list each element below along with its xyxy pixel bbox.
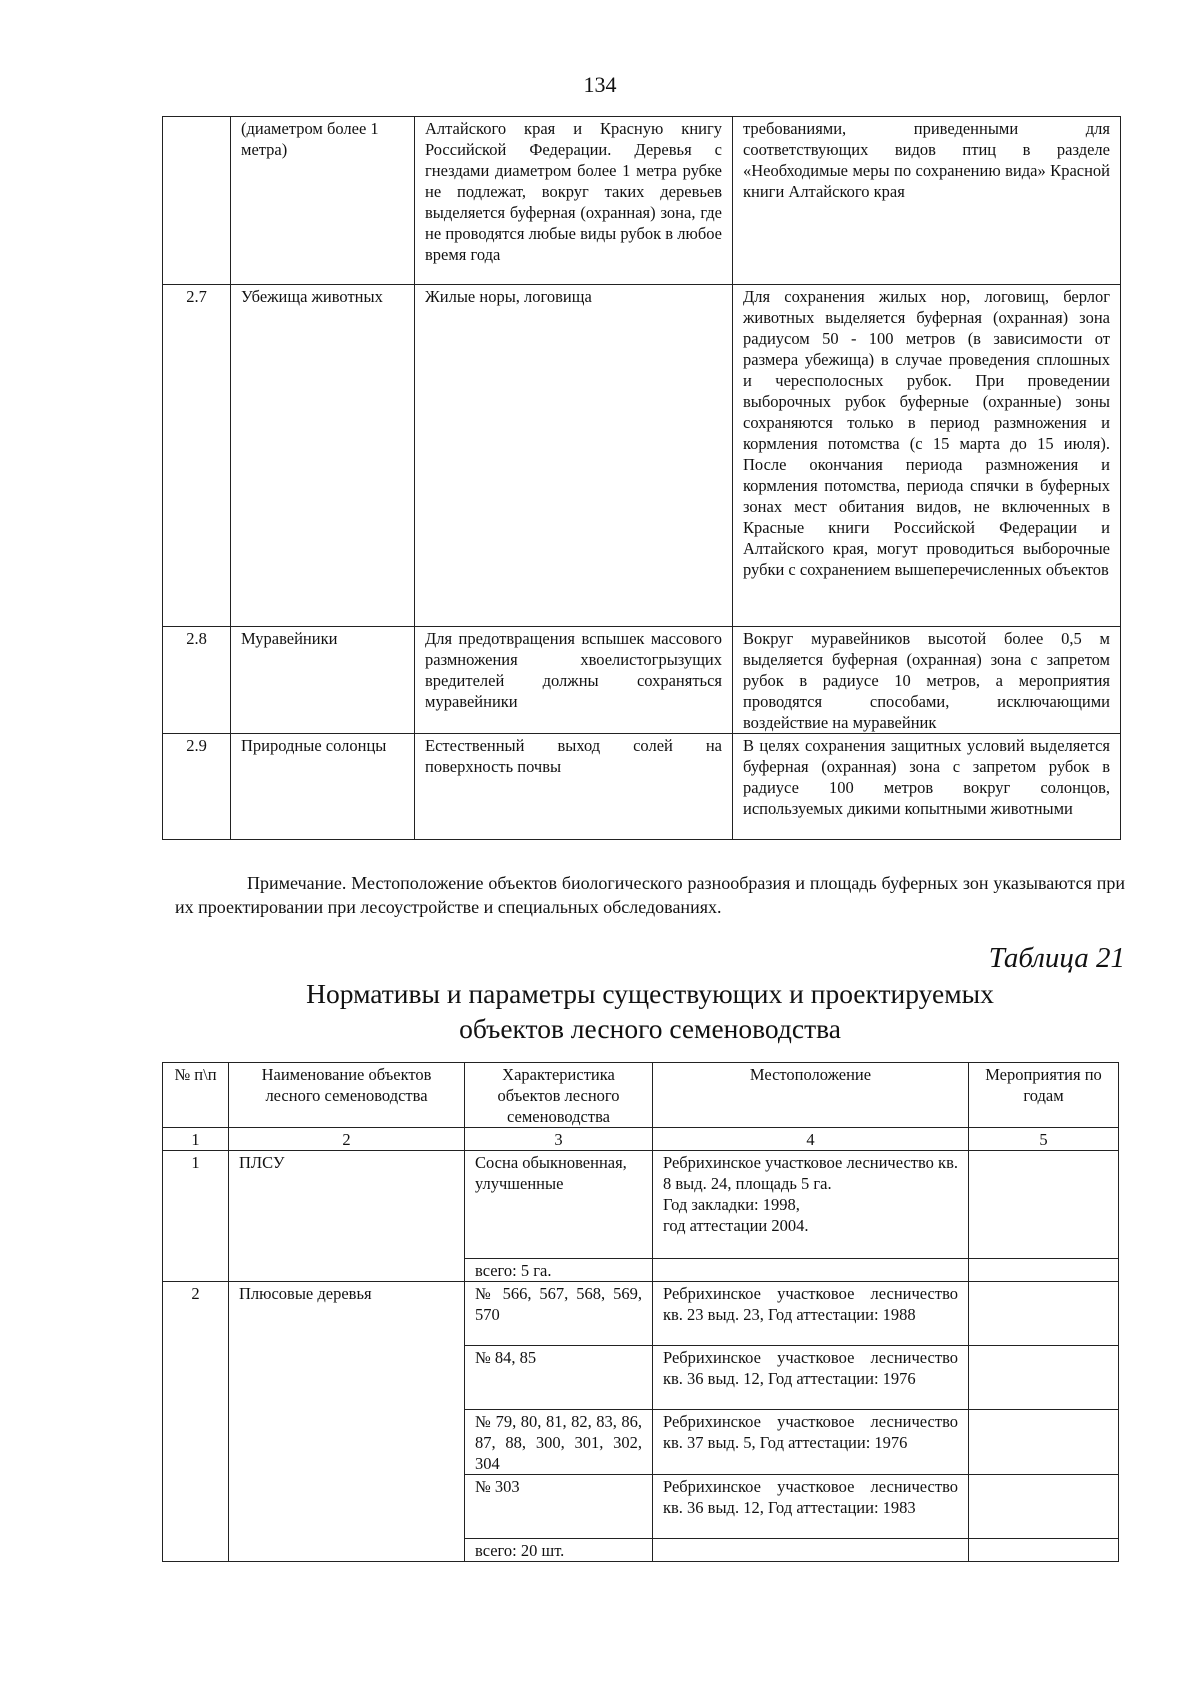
object-name: Убежища животных xyxy=(231,285,415,627)
object-name: Муравейники xyxy=(231,627,415,734)
empty-cell xyxy=(969,1539,1119,1562)
object-name: Плюсовые деревья xyxy=(229,1282,465,1562)
column-header: Наименование объектов лесного семеноводства xyxy=(229,1063,465,1128)
location-text: Ребрихинское участковое лесничество xyxy=(663,1284,958,1303)
object-characteristic: Естественный выход солей на поверхность почвы xyxy=(415,734,733,840)
table-row xyxy=(163,1282,1119,1346)
seed-objects-table xyxy=(162,1062,1119,1562)
location-text: Год закладки: 1998, xyxy=(663,1195,800,1214)
location-text: Ребрихинское участковое лесничество кв. 8 выд. 24, площадь 5 га. xyxy=(663,1153,958,1193)
object-characteristic: № 303 xyxy=(465,1475,653,1539)
empty-cell xyxy=(969,1259,1119,1282)
object-characteristic: № 79, 80, 81, 82, 83, 86, 87, 88, 300, 301, 302, 304 xyxy=(465,1410,653,1475)
column-header: Характеристика объектов лесного семеноводства xyxy=(465,1063,653,1128)
total-value: всего: 20 шт. xyxy=(465,1539,653,1562)
measures-cell xyxy=(969,1282,1119,1346)
object-location xyxy=(653,1151,969,1259)
table-header-row xyxy=(163,1063,1119,1128)
location-text: кв. 37 выд. 5, Год аттестации: 1976 xyxy=(663,1433,908,1452)
location-text: Ребрихинское участковое лесничество xyxy=(663,1477,958,1496)
column-number: 2 xyxy=(229,1128,465,1151)
object-location xyxy=(653,1282,969,1346)
location-text: Ребрихинское участковое лесничество xyxy=(663,1348,958,1367)
table-row xyxy=(163,117,1121,285)
object-name: ПЛСУ xyxy=(229,1151,465,1282)
row-number: 1 xyxy=(163,1151,229,1282)
table-caption: Таблица 21 xyxy=(988,942,1125,974)
empty-cell xyxy=(653,1259,969,1282)
row-number: 2.7 xyxy=(163,285,231,627)
measures-cell xyxy=(969,1346,1119,1410)
measures-cell xyxy=(969,1475,1119,1539)
column-number: 5 xyxy=(969,1128,1119,1151)
table-title-line: Нормативы и параметры существующих и проектируемых xyxy=(306,978,994,1009)
column-number-row xyxy=(163,1128,1119,1151)
total-value: всего: 5 га. xyxy=(465,1259,653,1282)
row-number: 2 xyxy=(163,1282,229,1562)
note-paragraph: Примечание. Местоположение объектов биологического разнообразия и площадь буферных зон указываются при их проектировании при лесоустройстве и специальных обследованиях. xyxy=(175,873,1125,917)
row-number: 2.8 xyxy=(163,627,231,734)
object-characteristic: Для предотвращения вспышек массового размножения хвоелистогрызущих вредителей должны сохраняться муравейники xyxy=(415,627,733,734)
object-name: Природные солонцы xyxy=(231,734,415,840)
column-header: Мероприятия по годам xyxy=(969,1063,1119,1128)
object-characteristic: Сосна обыкновенная, улучшенные xyxy=(465,1151,653,1259)
object-characteristic: № 566, 567, 568, 569, 570 xyxy=(465,1282,653,1346)
preservation-measures: Для сохранения жилых нор, логовищ, берлог животных выделяется буферная (охранная) зона радиусом 50 - 100 метров (в зависимости от размера убежища) в случае проведения сплошных и чересполосных рубок. При проведении выборочных рубок буферные (охранные) зоны сохраняются только в период размножения и кормления потомства (с 15 марта до 15 июля). После окончания периода размножения и кормления потомства, периода спячки в буферных зонах мест обитания видов, не включенных в Красные книги Российской Федерации и Алтайского края, могут проводиться выборочные рубки с сохранением вышеперечисленных объектов xyxy=(733,285,1121,627)
biodiversity-table-continuation xyxy=(162,116,1121,840)
object-characteristic: Алтайского края и Красную книгу Российской Федерации. Деревья с гнездами диаметром более 1 метра рубке не подлежат, вокруг таких деревьев выделяется буферная (охранная) зона, где не проводятся любые виды рубок в любое время года xyxy=(415,117,733,285)
location-text: кв. 36 выд. 12, Год аттестации: 1983 xyxy=(663,1498,916,1517)
table-row xyxy=(163,627,1121,734)
location-text: кв. 23 выд. 23, Год аттестации: 1988 xyxy=(663,1305,916,1324)
object-location xyxy=(653,1346,969,1410)
table-row xyxy=(163,1151,1119,1259)
object-name: (диаметром более 1 метра) xyxy=(231,117,415,285)
table-title xyxy=(0,976,1200,1046)
column-number: 4 xyxy=(653,1128,969,1151)
table-title-line: объектов лесного семеноводства xyxy=(459,1013,841,1044)
row-number xyxy=(163,117,231,285)
object-location xyxy=(653,1475,969,1539)
preservation-measures: требованиями, приведенными для соответствующих видов птиц в разделе «Необходимые меры по сохранению вида» Красной книги Алтайского края xyxy=(733,117,1121,285)
location-text: год аттестации 2004. xyxy=(663,1216,809,1235)
column-number: 1 xyxy=(163,1128,229,1151)
column-number: 3 xyxy=(465,1128,653,1151)
row-number: 2.9 xyxy=(163,734,231,840)
location-text: Ребрихинское участковое лесничество xyxy=(663,1412,958,1431)
column-header: Местоположение xyxy=(653,1063,969,1128)
column-header: № п\п xyxy=(163,1063,229,1128)
measures-cell xyxy=(969,1410,1119,1475)
empty-cell xyxy=(653,1539,969,1562)
preservation-measures: Вокруг муравейников высотой более 0,5 м выделяется буферная (охранная) зона с запретом рубок в радиусе 10 метров, а мероприятия проводятся способами, исключающими воздействие на муравейник xyxy=(733,627,1121,734)
object-characteristic: № 84, 85 xyxy=(465,1346,653,1410)
page-number: 134 xyxy=(583,72,617,97)
preservation-measures: В целях сохранения защитных условий выделяется буферная (охранная) зона с запретом рубок в радиусе 100 метров вокруг солонцов, используемых дикими копытными животными xyxy=(733,734,1121,840)
location-text: кв. 36 выд. 12, Год аттестации: 1976 xyxy=(663,1369,916,1388)
table-row xyxy=(163,285,1121,627)
object-characteristic: Жилые норы, логовища xyxy=(415,285,733,627)
table-row xyxy=(163,734,1121,840)
measures-cell xyxy=(969,1151,1119,1259)
object-location xyxy=(653,1410,969,1475)
